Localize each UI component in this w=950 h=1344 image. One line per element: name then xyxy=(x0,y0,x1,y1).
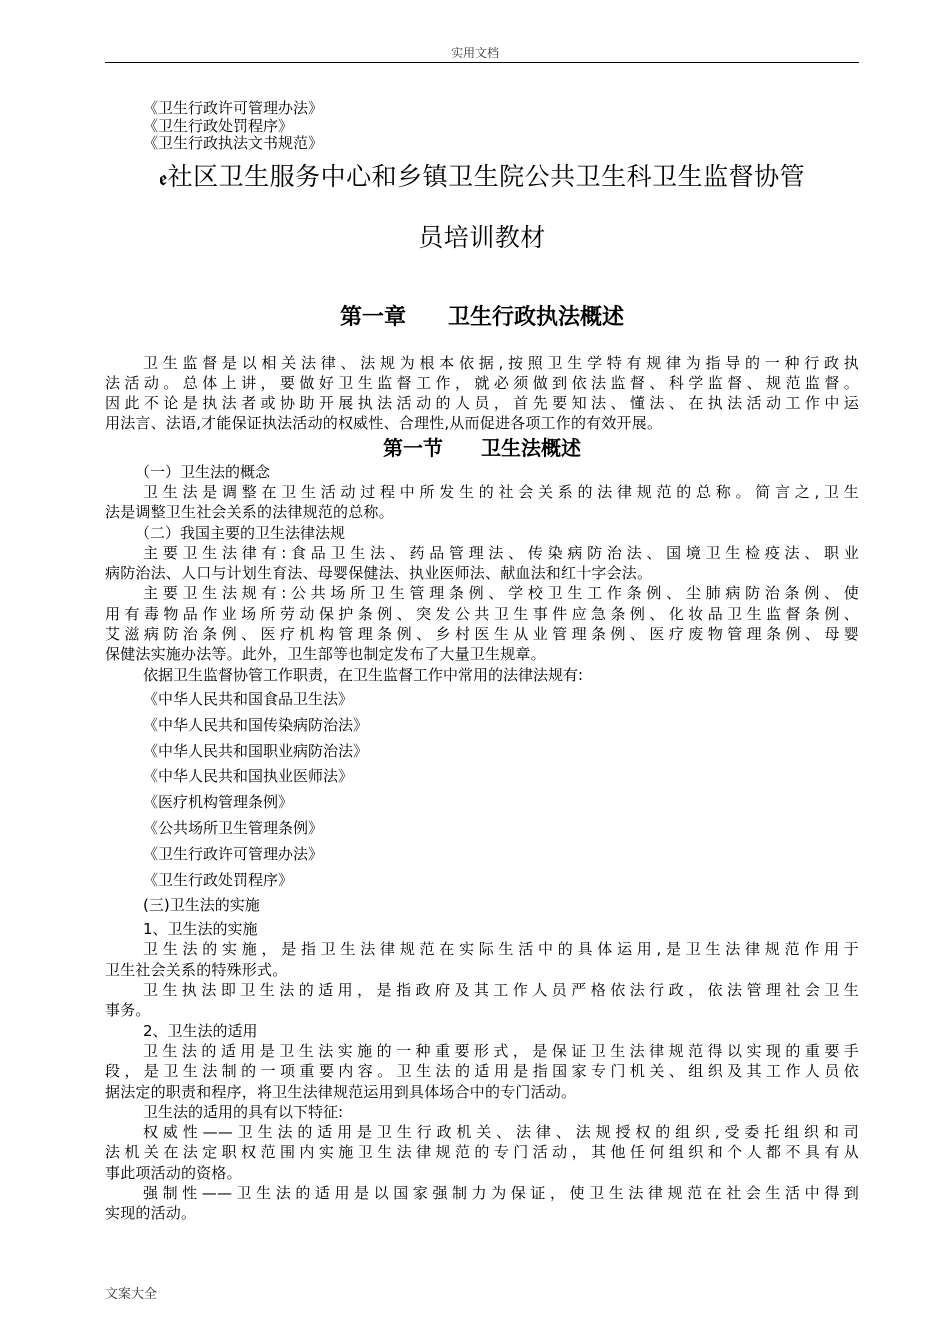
intro-paragraph xyxy=(105,353,859,434)
title-line-2: 员培训教材 xyxy=(418,222,546,252)
list-item: 《医疗机构管理条例》 xyxy=(143,793,294,812)
page-header: 实用文档 xyxy=(450,46,499,60)
text-line: 主要卫生法律有:食品卫生法、药品管理法、传染病防治法、国境卫生检疫法、职业 xyxy=(143,543,859,562)
chapter-name: 卫生行政执法概述 xyxy=(448,304,625,330)
section-number: 第一节 xyxy=(383,435,443,460)
title-mark: ꬲ xyxy=(158,165,168,190)
text-line: 病防治法、人口与计划生育法、母婴保健法、执业医师法、献血法和红十字会法。 xyxy=(105,564,653,583)
text-line: 据法定的职责和程序，将卫生法律规范运用到具体场合中的专门活动。 xyxy=(105,1082,577,1101)
text-line: 卫生法的适用是卫生法实施的一种重要形式，是保证卫生法律规范得以实现的重要手 xyxy=(143,1041,859,1060)
list-item: 《中华人民共和国食品卫生法》 xyxy=(143,689,354,708)
title-line-1: 社区卫生服务中心和乡镇卫生院公共卫生科卫生监督协管 xyxy=(167,161,806,191)
text-line: 保健法实施办法等。此外，卫生部等也制定发布了大量卫生规章。 xyxy=(105,645,546,664)
enforcement-paragraph xyxy=(105,980,859,1021)
subheading-implementation-1: 1、卫生法的实施 xyxy=(143,920,258,939)
text-line: 艾滋病防治条例、医疗机构管理条例、乡村医生从业管理条例、医疗废物管理条例、母婴 xyxy=(105,625,859,644)
section-name: 卫生法概述 xyxy=(481,435,581,460)
subheading-application: 2、卫生法的适用 xyxy=(143,1021,258,1040)
list-item: 《卫生行政处罚程序》 xyxy=(143,116,294,135)
text-line: 因此不论是执法者或协助开展执法活动的人员，首先要知法、懂法、在执法活动工作中运 xyxy=(105,394,859,413)
subheading-implementation: (三)卫生法的实施 xyxy=(143,896,260,915)
top-law-list xyxy=(105,100,859,153)
list-item: 《公共场所卫生管理条例》 xyxy=(143,818,324,837)
list-item: 《卫生行政许可管理办法》 xyxy=(143,844,324,863)
text-line: 法活动。总体上讲，要做好卫生监督工作，就必须做到依法监督、科学监督、规范监督。 xyxy=(105,373,859,392)
section-heading xyxy=(105,434,859,462)
subheading-concept: （一）卫生法的概念 xyxy=(135,462,271,481)
text-line: 段，是卫生法制的一项重要内容。卫生法的适用是指国家专门机关、组织及其工作人员依 xyxy=(105,1062,859,1081)
concept-paragraph xyxy=(105,482,859,523)
text-line: 主要卫生法规有:公共场所卫生管理条例、学校卫生工作条例、尘肺病防治条例、使 xyxy=(143,584,859,603)
chapter-number: 第一章 xyxy=(339,304,406,330)
text-line: 卫生法是调整在卫生活动过程中所发生的社会关系的法律规范的总称。简言之,卫生 xyxy=(143,482,859,501)
list-item: 《中华人民共和国职业病防治法》 xyxy=(143,741,369,760)
coercion-paragraph xyxy=(105,1183,859,1224)
subheading-laws: （二）我国主要的卫生法律法规 xyxy=(135,523,346,542)
text-line: 用法言、法语,才能保证执法活动的权威性、合理性,从而促进各项工作的有效开展。 xyxy=(105,414,663,433)
text-line: 卫生监督是以相关法律、法规为根本依据,按照卫生学特有规律为指导的一种行政执 xyxy=(143,353,859,372)
text-line: 实现的活动。 xyxy=(105,1204,197,1223)
text-line: 事此项活动的资格。 xyxy=(105,1163,242,1182)
text-line: 法是调整卫生社会关系的法律规范的总称。 xyxy=(105,503,394,522)
text-line: 卫生执法即卫生法的适用，是指政府及其工作人员严格依法行政，依法管理社会卫生 xyxy=(143,981,859,1000)
header-rule xyxy=(105,62,859,63)
laws-paragraph xyxy=(105,543,859,584)
regulations-paragraph xyxy=(105,583,859,664)
list-item: 《卫生行政执法文书规范》 xyxy=(143,134,324,152)
list-item: 《中华人民共和国传染病防治法》 xyxy=(143,715,369,734)
features-intro: 卫生法的适用的具有以下特征: xyxy=(143,1102,344,1121)
common-law-list xyxy=(105,687,859,893)
implementation-paragraph xyxy=(105,939,859,980)
list-item: 《中华人民共和国执业医师法》 xyxy=(143,767,354,786)
text-line: 用有毒物品作业场所劳动保护条例、突发公共卫生事件应急条例、化妆品卫生监督条例、 xyxy=(105,604,859,623)
chapter-heading xyxy=(105,300,859,331)
application-paragraph xyxy=(105,1041,859,1102)
page-footer: 文案大全 xyxy=(105,1287,158,1302)
text-line: 卫生法的实施，是指卫生法律规范在实际生活中的具体运用,是卫生法律规范作用于 xyxy=(143,940,859,959)
list-item: 《卫生行政处罚程序》 xyxy=(143,870,294,889)
document-title xyxy=(105,147,859,268)
document-body xyxy=(105,100,859,1224)
authority-paragraph xyxy=(105,1122,859,1183)
text-line: 法机关在法定职权范围内实施卫生法律规范的专门活动，其他任何组织和个人都不具有从 xyxy=(105,1143,859,1162)
text-line: 权威性——卫生法的适用是卫生行政机关、法律、法规授权的组织,受委托组织和司 xyxy=(143,1123,859,1142)
text-line: 卫生社会关系的特殊形式。 xyxy=(105,960,288,979)
text-line: 强制性——卫生法的适用是以国家强制力为保证，使卫生法律规范在社会生活中得到 xyxy=(143,1183,859,1202)
list-item: 《卫生行政许可管理办法》 xyxy=(143,99,324,117)
common-laws-intro: 依据卫生监督协管工作职责，在卫生监督工作中常用的法律法规有: xyxy=(143,665,584,684)
text-line: 事务。 xyxy=(105,1001,151,1020)
